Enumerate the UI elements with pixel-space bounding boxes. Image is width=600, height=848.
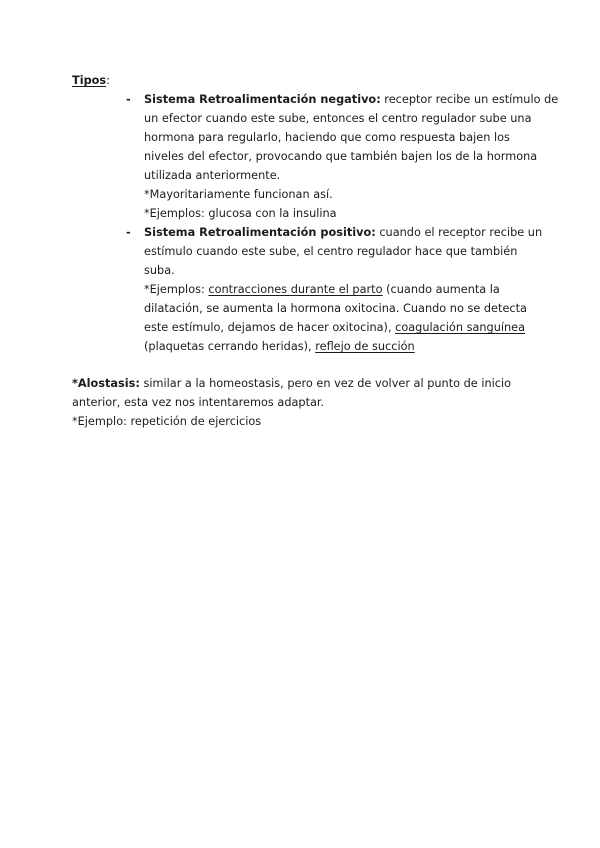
- tipos-label: Tipos: [72, 74, 107, 87]
- bullet-dash: -: [126, 93, 131, 106]
- term-negative: Sistema Retroalimentación negativo:: [144, 93, 381, 106]
- link-reflejo-succion[interactable]: reflejo de succión: [315, 340, 415, 353]
- term-alostasis: *Alostasis:: [72, 377, 140, 390]
- alostasis-example: *Ejemplo: repetición de ejercicios: [72, 415, 262, 428]
- text-line: dilatación, se aumenta la hormona oxitocina. Cuando no se detecta: [144, 302, 527, 315]
- text-span: este estímulo, dejamos de hacer oxitocina),: [144, 321, 396, 334]
- types-list: [0, 90, 600, 356]
- tipos-colon: :: [106, 74, 110, 87]
- text-span: (cuando aumenta la: [382, 283, 500, 296]
- text-line: [144, 90, 559, 109]
- term-positive: Sistema Retroalimentación positivo:: [144, 226, 376, 239]
- text-line: un efector cuando este sube, entonces el centro regulador sube una: [144, 112, 532, 125]
- text-span: *Ejemplos:: [144, 283, 209, 296]
- text-line: [144, 223, 543, 242]
- text-span: receptor recibe un estímulo de: [380, 93, 559, 106]
- note-majority: *Mayoritariamente funcionan así.: [144, 188, 333, 201]
- list-item-negative-feedback: [0, 90, 559, 223]
- text-span: cuando el receptor recibe un: [375, 226, 543, 239]
- text-line: [72, 374, 542, 393]
- text-line: [144, 280, 524, 299]
- text-line: estímulo cuando este sube, el centro regulador hace que también: [144, 245, 518, 258]
- text-line: hormona para regularlo, haciendo que como respuesta bajen los: [144, 131, 510, 144]
- link-contracciones[interactable]: contracciones durante el parto: [208, 283, 383, 296]
- text-line: [144, 318, 524, 337]
- link-coagulacion[interactable]: coagulación sanguínea: [395, 321, 526, 334]
- text-line: anterior, esta vez nos intentaremos adaptar.: [72, 396, 325, 409]
- text-span: similar a la homeostasis, pero en vez de volver al punto de inicio: [139, 377, 512, 390]
- alostasis-paragraph: [72, 374, 542, 431]
- text-line: niveles del efector, provocando que también bajen los de la hormona: [144, 150, 538, 163]
- text-line: suba.: [144, 264, 175, 277]
- tipos-heading: [72, 71, 110, 90]
- note-examples: *Ejemplos: glucosa con la insulina: [144, 207, 337, 220]
- text-line: [144, 337, 524, 356]
- bullet-dash: -: [126, 226, 131, 239]
- text-span: (plaquetas cerrando heridas),: [144, 340, 316, 353]
- list-item-positive-feedback: [0, 223, 543, 356]
- text-line: utilizada anteriormente.: [144, 169, 281, 182]
